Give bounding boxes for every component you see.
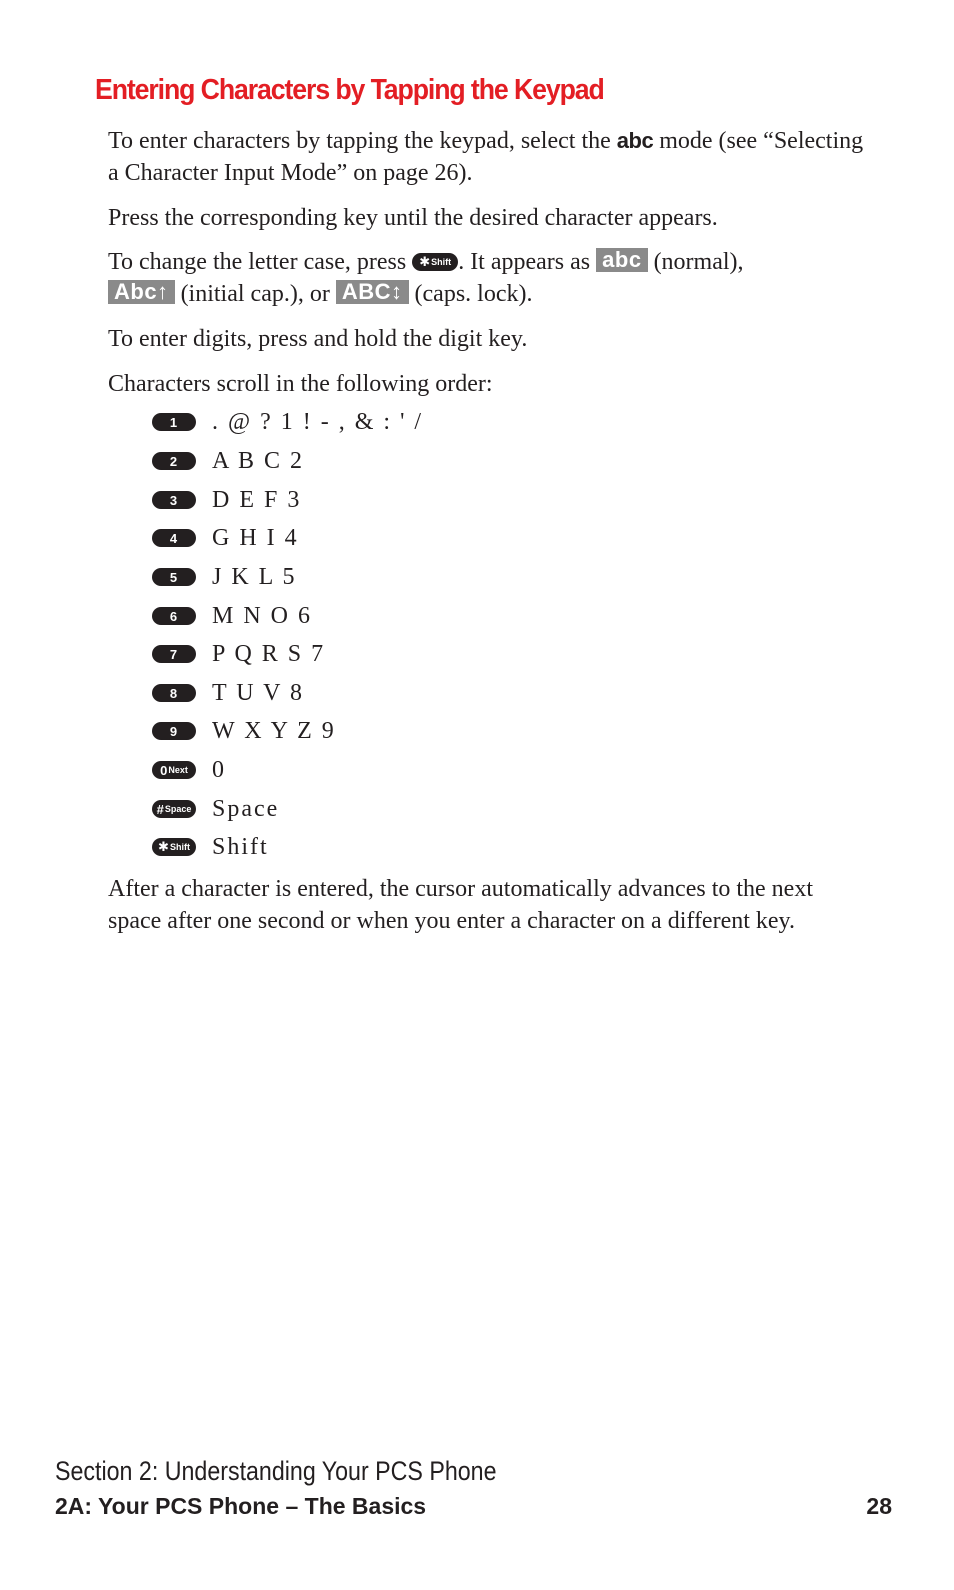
key-sequence-row — [152, 523, 299, 553]
footer-subsection-title: 2A: Your PCS Phone – The Basics — [55, 1493, 427, 1519]
intro-text-before: To enter characters by tapping the keypad, select the — [108, 128, 617, 154]
key-sequence-row — [152, 639, 325, 669]
key-9-characters: W X Y Z 9 — [212, 717, 336, 744]
abc-normal-mode-icon: abc — [596, 248, 647, 272]
cursor-advance-paragraph: After a character is entered, the cursor automatically advances to the next space after one second or when you enter a character on a different key. — [108, 876, 813, 934]
key-star-shift-icon: ✱ Shift — [152, 838, 196, 856]
digits-paragraph: To enter digits, press and hold the digit key. — [108, 326, 528, 352]
key-sequence-row — [152, 601, 312, 631]
key-sequence-row — [152, 485, 301, 515]
page-title: Entering Characters by Tapping the Keypad — [95, 74, 604, 106]
key-4-characters: G H I 4 — [212, 524, 299, 551]
key-6-icon: 6 — [152, 607, 196, 625]
key-1-characters: . @ ? 1 ! - , & : ' / — [212, 408, 424, 435]
intro-paragraph — [108, 125, 868, 189]
key-sequence-row — [152, 446, 304, 476]
abc-mode-label: abc — [616, 128, 654, 153]
key-1-icon: 1 — [152, 413, 196, 431]
key-8-characters: T U V 8 — [212, 679, 305, 706]
scroll-order-paragraph: Characters scroll in the following order: — [108, 371, 493, 397]
shift-key-icon: ✱ Shift — [412, 253, 458, 271]
intro-text-after: mode (see “Selecting a Character Input Mode” on page 26). — [108, 128, 864, 186]
key-star-characters: Shift — [212, 833, 269, 860]
abc-caps-lock-mode-icon: ABC↕ — [336, 280, 409, 304]
page-number: 28 — [866, 1493, 892, 1519]
letter-case-text-3: (normal), — [647, 249, 744, 275]
key-2-characters: A B C 2 — [212, 447, 305, 474]
key-pound-characters: Space — [212, 795, 280, 822]
key-3-icon: 3 — [152, 491, 196, 509]
key-4-icon: 4 — [152, 529, 196, 547]
abc-initial-cap-mode-icon: Abc↑ — [108, 280, 175, 304]
key-sequence-row — [152, 716, 336, 746]
footer-section-title: Section 2: Understanding Your PCS Phone — [55, 1456, 497, 1486]
key-7-icon: 7 — [152, 645, 196, 663]
key-2-icon: 2 — [152, 452, 196, 470]
key-0-next-icon: 0 Next — [152, 761, 196, 779]
key-7-characters: P Q R S 7 — [212, 640, 326, 667]
key-5-icon: 5 — [152, 568, 196, 586]
key-5-characters: J K L 5 — [212, 563, 297, 590]
key-0-characters: 0 — [212, 756, 226, 783]
key-sequence-row — [152, 407, 423, 437]
key-pound-space-icon: # Space — [152, 800, 196, 818]
key-sequence-row — [152, 678, 304, 708]
key-sequence-row — [152, 755, 226, 785]
letter-case-text-2: . It appears as — [458, 249, 597, 275]
letter-case-text-4: (initial cap.), or — [174, 281, 336, 307]
key-3-characters: D E F 3 — [212, 486, 302, 513]
key-sequence-row — [152, 562, 296, 592]
key-9-icon: 9 — [152, 722, 196, 740]
key-sequence-row — [152, 794, 279, 824]
press-key-paragraph: Press the corresponding key until the desired character appears. — [108, 205, 718, 231]
key-sequence-row — [152, 832, 269, 862]
letter-case-text-1: To change the letter case, press — [108, 249, 413, 275]
letter-case-text-5: (caps. lock). — [408, 281, 533, 307]
key-8-icon: 8 — [152, 684, 196, 702]
letter-case-paragraph — [108, 246, 868, 310]
key-6-characters: M N O 6 — [212, 602, 313, 629]
